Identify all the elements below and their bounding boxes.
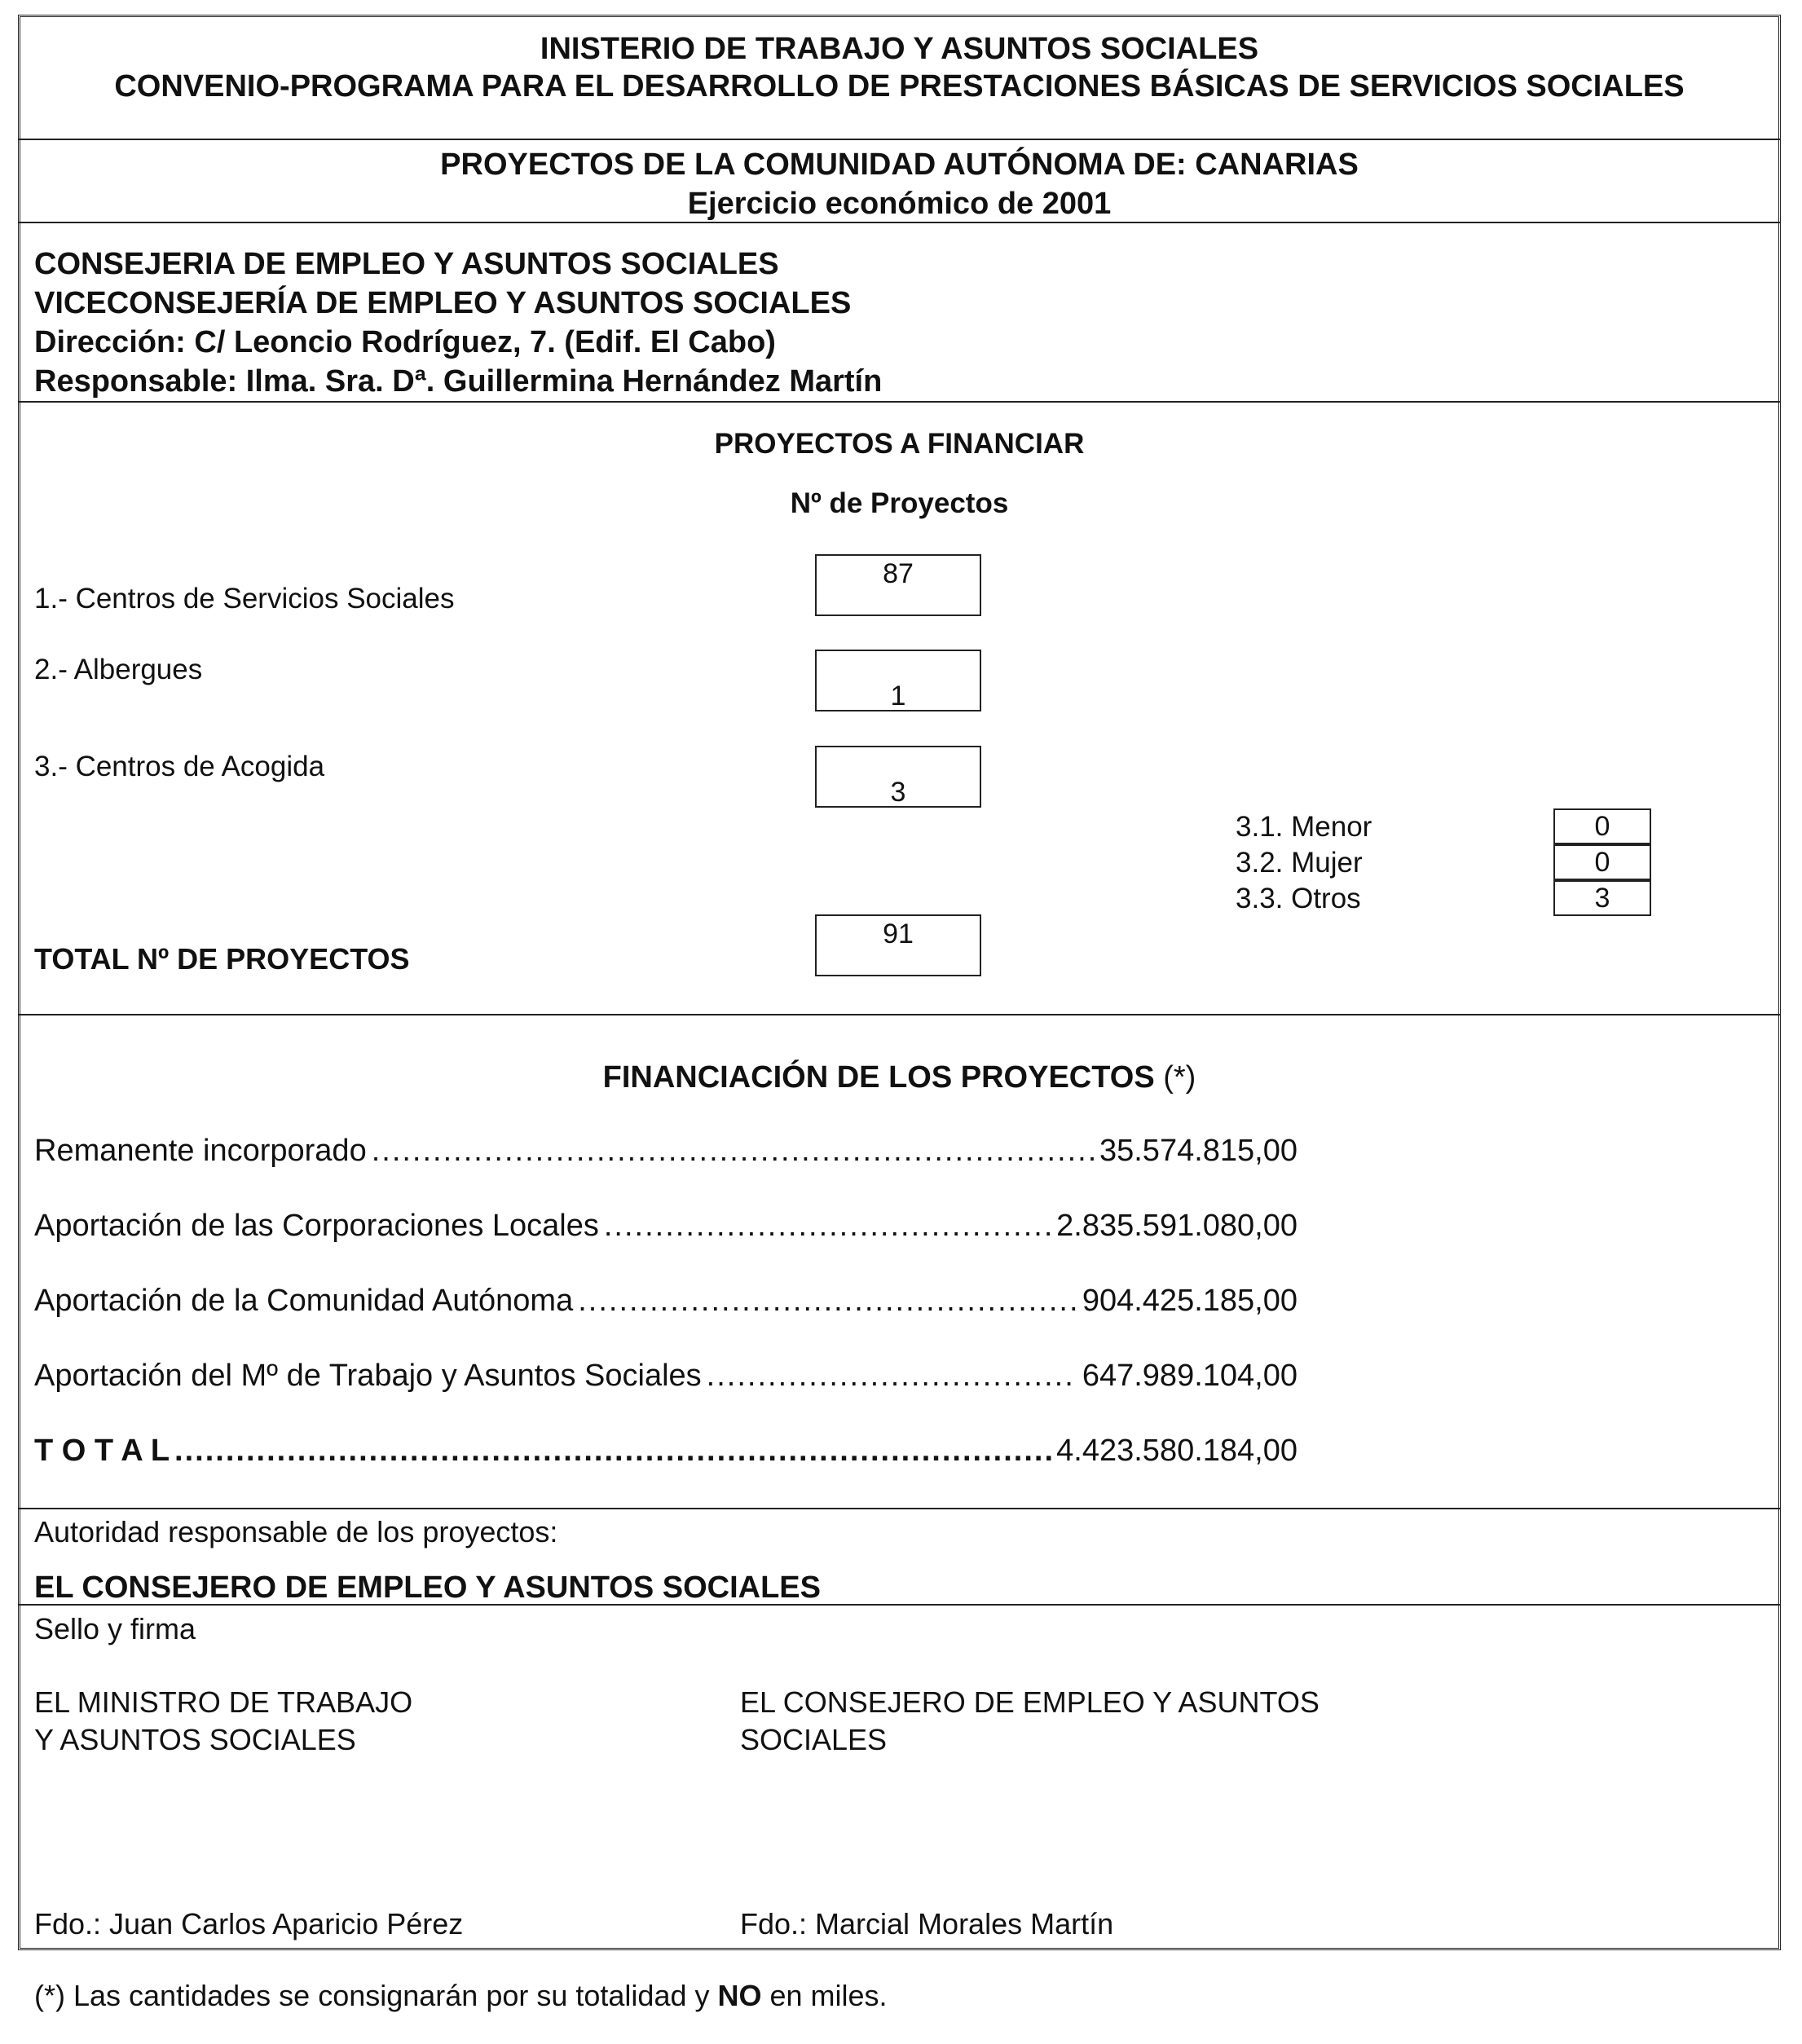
sub-count-menor: 0 <box>1553 808 1651 844</box>
financing-value: 35.574.815,00 <box>1099 1134 1298 1168</box>
leader-dots <box>372 1131 1095 1170</box>
financing-title <box>18 1058 1781 1097</box>
project-label-2: 2.- Albergues <box>34 654 203 685</box>
financing-title-text: FINANCIACIÓN DE LOS PROYECTOS <box>602 1060 1155 1095</box>
project-count-3: 3 <box>815 746 981 808</box>
signer-right-title-2: SOCIALES <box>740 1723 888 1756</box>
divider <box>18 1014 1781 1015</box>
signer-left-title-1: EL MINISTRO DE TRABAJO <box>34 1685 413 1719</box>
divider <box>18 1508 1781 1509</box>
sub-count-otros: 3 <box>1553 880 1651 916</box>
ministry-title: INISTERIO DE TRABAJO Y ASUNTOS SOCIALES <box>540 32 1259 66</box>
fiscal-year: Ejercicio económico de 2001 <box>687 187 1112 221</box>
financing-row <box>34 1206 1298 1245</box>
responsible-person: Responsable: Ilma. Sra. Dª. Guillermina Hernández Martín <box>34 364 883 399</box>
footnote <box>34 1977 888 2015</box>
authority-label: Autoridad responsable de los proyectos: <box>34 1515 558 1548</box>
viceconsejeria-name: VICECONSEJERÍA DE EMPLEO Y ASUNTOS SOCIALES <box>34 286 852 320</box>
community-title: PROYECTOS DE LA COMUNIDAD AUTÓNOMA DE: CANARIAS <box>440 148 1359 182</box>
divider <box>18 401 1781 403</box>
signer-left-title-2: Y ASUNTOS SOCIALES <box>34 1723 356 1756</box>
signer-right-title-1: EL CONSEJERO DE EMPLEO Y ASUNTOS <box>740 1685 1320 1719</box>
financing-label: Aportación de las Corporaciones Locales <box>34 1209 599 1243</box>
financing-value: 647.989.104,00 <box>1082 1359 1298 1393</box>
financing-row <box>34 1281 1298 1320</box>
project-label-1: 1.- Centros de Servicios Sociales <box>34 583 455 615</box>
financing-total-label: T O T A L <box>34 1434 170 1468</box>
footnote-suffix: en miles. <box>761 1979 888 2012</box>
footnote-text: (*) Las cantidades se consignarán por su totalidad y <box>34 1979 718 2012</box>
financing-label: Aportación de la Comunidad Autónoma <box>34 1284 574 1318</box>
financing-total-value: 4.423.580.184,00 <box>1056 1434 1298 1468</box>
seal-label: Sello y firma <box>34 1612 196 1645</box>
financing-title-note: (*) <box>1163 1060 1196 1095</box>
divider <box>18 139 1781 140</box>
leader-dots <box>707 1356 1077 1395</box>
financing-row <box>34 1131 1298 1170</box>
sub-label-otros: 3.3. Otros <box>1236 883 1361 914</box>
footnote-bold: NO <box>717 1979 762 2012</box>
address: Dirección: C/ Leoncio Rodríguez, 7. (Edif. El Cabo) <box>34 325 776 359</box>
financing-label: Remanente incorporado <box>34 1134 367 1168</box>
sub-label-mujer: 3.2. Mujer <box>1236 847 1363 879</box>
signer-right-name: Fdo.: Marcial Morales Martín <box>740 1907 1114 1940</box>
sub-label-menor: 3.1. Menor <box>1236 811 1372 843</box>
project-count-1: 87 <box>815 554 981 616</box>
program-title: CONVENIO-PROGRAMA PARA EL DESARROLLO DE PRESTACIONES BÁSICAS DE SERVICIOS SOCIALES <box>114 69 1685 104</box>
leader-dots <box>604 1206 1051 1245</box>
projects-count-header: Nº de Proyectos <box>790 487 1009 519</box>
authority-name: EL CONSEJERO DE EMPLEO Y ASUNTOS SOCIALES <box>34 1570 821 1605</box>
sub-count-mujer: 0 <box>1553 844 1651 880</box>
financing-row <box>34 1356 1298 1395</box>
financing-value: 904.425.185,00 <box>1082 1284 1298 1318</box>
leader-dots <box>174 1431 1051 1470</box>
signer-left-name: Fdo.: Juan Carlos Aparicio Pérez <box>34 1907 464 1940</box>
leader-dots <box>578 1281 1077 1320</box>
total-projects-value: 91 <box>815 914 981 976</box>
projects-title: PROYECTOS A FINANCIAR <box>714 428 1085 460</box>
total-projects-label: TOTAL Nº DE PROYECTOS <box>34 942 410 976</box>
consejeria-name: CONSEJERIA DE EMPLEO Y ASUNTOS SOCIALES <box>34 247 779 281</box>
financing-total-row <box>34 1431 1298 1470</box>
project-count-2: 1 <box>815 650 981 711</box>
project-label-3: 3.- Centros de Acogida <box>34 751 325 782</box>
financing-value: 2.835.591.080,00 <box>1056 1209 1298 1243</box>
financing-label: Aportación del Mº de Trabajo y Asuntos Sociales <box>34 1359 702 1393</box>
